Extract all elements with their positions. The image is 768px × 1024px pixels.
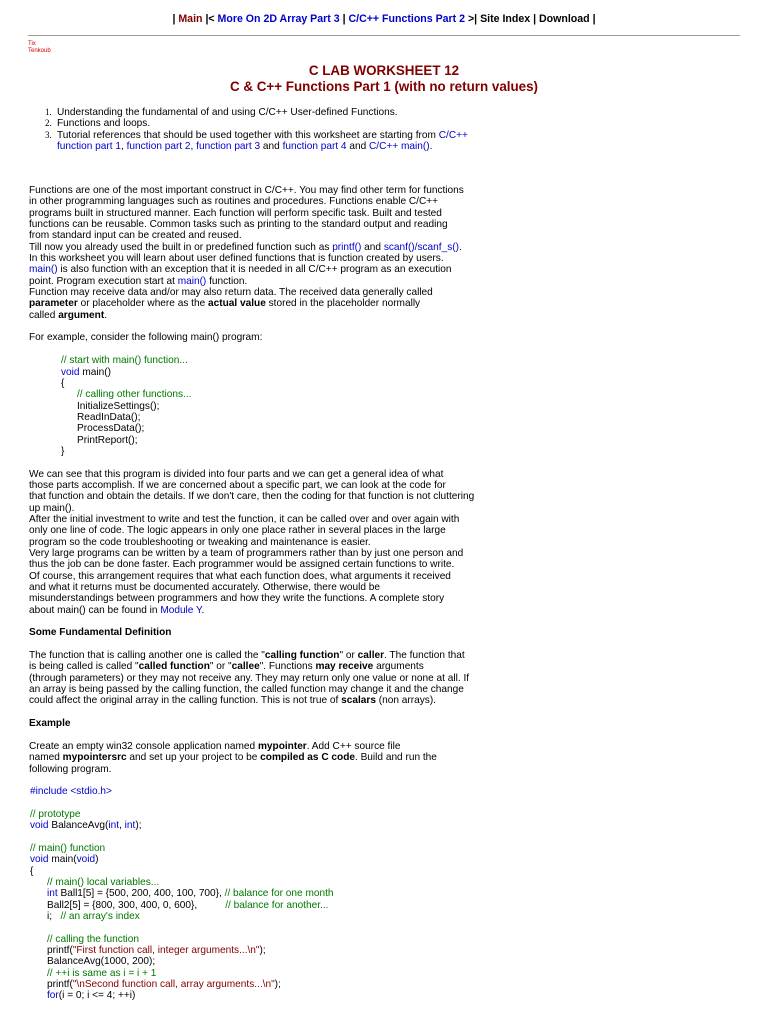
body-line: thus the job can be done faster. Each programmer would be assigned certain functions to write. <box>29 559 455 571</box>
bold-term: may receive <box>315 661 374 673</box>
definition-line <box>29 695 479 706</box>
body-text: named <box>29 752 63 764</box>
code-comment: // calling other functions... <box>77 389 192 401</box>
code-keyword: int <box>124 820 136 832</box>
main-line <box>29 264 479 275</box>
section-heading-fundamental: Some Fundamental Definition <box>29 627 172 639</box>
body-text: arguments <box>373 661 424 673</box>
tiny-text-line: Tix <box>28 41 36 47</box>
code-line <box>29 820 479 831</box>
nav-separator: |< <box>202 13 218 25</box>
ref-link-function-part-4[interactable]: function part 4 <box>282 141 347 153</box>
body-text: (non arrays). <box>375 695 436 707</box>
code-keyword: void <box>30 854 49 866</box>
code-keyword: void <box>76 854 96 866</box>
code-line: { <box>61 377 65 389</box>
ref-link-function-part-1[interactable]: function part 1 <box>57 141 121 153</box>
body-line: Very large programs can be written by a team of programmers rather than by just one person and <box>29 548 464 559</box>
code-line: BalanceAvg(1000, 200); <box>47 956 156 968</box>
code-line <box>29 979 479 990</box>
code-comment: // balance for one month <box>224 888 334 900</box>
body-text: " or " <box>209 661 232 673</box>
code-comment: // ++i is same as i = i + 1 <box>47 967 157 979</box>
objective-text: Understanding the fundamental of and using C/C++ User-defined Functions. <box>57 107 398 118</box>
code-include: #include <stdio.h> <box>30 786 112 798</box>
objective-item <box>45 107 487 118</box>
ref-link-cpp[interactable]: C/C++ <box>438 129 468 141</box>
code-text: , <box>119 820 125 832</box>
code-line: PrintReport(); <box>77 434 138 446</box>
body-line: Of course, this arrangement requires that what each function does, what arguments it received <box>29 570 451 582</box>
separator-text: , <box>190 141 197 153</box>
code-string: "First function call, integer arguments...\n" <box>72 945 260 957</box>
ref-link-function-part-2[interactable]: function part 2 <box>126 141 191 153</box>
point-line <box>29 276 479 287</box>
code-comment: // an array's index <box>60 911 140 922</box>
code-text: main( <box>48 854 77 866</box>
code-comment: // start with main() function... <box>61 355 188 367</box>
body-text: . Add C++ source file <box>306 740 401 752</box>
code-text: ) <box>95 854 99 866</box>
code-keyword: int <box>108 820 120 832</box>
tillnow-line <box>29 242 479 253</box>
nav-download-link[interactable]: Download <box>539 13 590 25</box>
body-text: and <box>361 241 384 253</box>
body-text: ". Functions <box>259 661 316 673</box>
nav-prev-link[interactable]: More On 2D Array Part 3 <box>217 13 340 25</box>
body-line: misunderstandings between programmers and how they write the functions. A complete story <box>29 593 445 605</box>
code-text: printf( <box>47 945 73 957</box>
code-comment: // main() function <box>30 842 106 854</box>
code-text: i; <box>47 911 53 922</box>
code-keyword: for <box>47 990 59 1002</box>
code-comment: // prototype <box>30 808 81 820</box>
separator-text: , <box>120 141 127 153</box>
bold-term: callee <box>231 661 260 673</box>
body-text: could affect the original array in the calling function. This is not true of <box>29 695 342 707</box>
tiny-text-line: Tenkoub <box>28 48 51 54</box>
bold-term: mypointersrc <box>62 752 127 764</box>
body-line: program so the code troubleshooting or tweaking and maintenance is easier. <box>29 536 371 548</box>
code-keyword: int <box>47 888 58 900</box>
objective-number: 1. <box>45 107 52 117</box>
bold-term: compiled as C code <box>260 752 355 764</box>
definition-line: (through parameters) or they may not receive any. They may return only one value or none at all. If <box>29 672 470 684</box>
code-comment: // main() local variables... <box>47 876 160 888</box>
code-line <box>29 900 479 911</box>
body-text: " or <box>339 650 358 662</box>
bold-term: called function <box>138 661 210 673</box>
intro-line: Functions are one of the most important construct in C/C++. You may find other term for functions <box>29 185 464 196</box>
body-line: We can see that this program is divided into four parts and we can get a general idea of what <box>29 468 444 480</box>
separator-text: and <box>346 141 369 153</box>
ref-link-cpp-main[interactable]: C/C++ main() <box>369 141 430 153</box>
code-text: BalanceAvg( <box>48 820 109 832</box>
create-line: following program. <box>29 763 112 775</box>
code-text: ); <box>259 945 266 957</box>
code-line <box>29 945 479 956</box>
body-line: After the initial investment to write and test the function, it can be called over and over again with <box>29 513 460 525</box>
code-line <box>29 888 479 899</box>
nav-main-link[interactable]: Main <box>178 13 203 25</box>
intro-line: in other programming languages such as routines and procedures. Functions enable C/C++ <box>29 196 439 208</box>
code-text: ); <box>135 820 142 832</box>
code-text: Ball2[5] = {800, 300, 400, 0, 600}, <box>47 899 198 911</box>
code-line <box>29 990 479 1001</box>
intro-line: from standard input can be created and reused. <box>29 230 242 242</box>
nav-separator: >| <box>465 13 481 25</box>
code-text: printf( <box>47 979 73 991</box>
top-navigation <box>0 13 768 25</box>
nav-separator: | <box>589 13 596 25</box>
body-text: . Build and run the <box>354 752 437 764</box>
code-block-main <box>29 355 479 457</box>
body-text: . <box>458 241 462 253</box>
body-line: up main(). <box>29 502 75 514</box>
module-y-link[interactable]: Module Y <box>160 604 202 616</box>
code-line: ProcessData(); <box>77 423 145 435</box>
code-line <box>29 367 479 378</box>
body-text: about main() can be found in <box>29 604 161 616</box>
code-block-example <box>29 786 479 1002</box>
body-text: point. Program execution start at <box>29 275 178 287</box>
code-line <box>29 911 479 922</box>
title-line-2: C & C++ Functions Part 1 (with no return values) <box>229 79 539 94</box>
body-text: . <box>104 309 107 321</box>
nav-separator: | <box>530 13 539 25</box>
create-line <box>29 752 479 763</box>
nav-separator: | <box>172 13 179 25</box>
body-text: Create an empty win32 console application named <box>29 740 258 752</box>
code-line <box>29 854 479 865</box>
tiny-marker-text <box>28 41 51 55</box>
code-line: InitializeSettings(); <box>77 400 160 412</box>
body-text: or placeholder where as the <box>77 298 209 310</box>
code-comment: // balance for another... <box>225 899 329 911</box>
code-comment: // calling the function <box>47 933 140 945</box>
code-line: { <box>30 865 34 877</box>
code-text: Ball1[5] = {500, 200, 400, 100, 700}, <box>57 888 225 900</box>
separator-text: . <box>429 141 433 153</box>
objective-text: Functions and loops. <box>57 118 151 130</box>
bold-term: parameter <box>29 298 78 310</box>
body-text: stored in the placeholder normally <box>265 298 421 310</box>
definition-line <box>29 650 479 661</box>
scanf-link[interactable]: scanf()/scanf_s() <box>383 241 459 253</box>
bold-term: argument <box>58 309 105 321</box>
code-text: main() <box>79 366 111 378</box>
intro-line: functions can be reusable. Common tasks such as printing to the standard output and reading <box>29 219 448 231</box>
body-text: . <box>201 604 205 616</box>
called-line <box>29 310 479 321</box>
section-heading-example: Example <box>29 718 71 730</box>
create-line <box>29 741 479 752</box>
definition-line: an array is being passed by the calling function, the called function may change it and the change <box>29 684 464 696</box>
separator-text: and <box>260 141 283 153</box>
body-text: Till now you already used the built in or predefined function such as <box>29 241 333 253</box>
bold-term: calling function <box>264 650 340 662</box>
body-line: that function and obtain the details. If we don't care, then the coding for that function is not cluttering <box>29 491 475 503</box>
nav-site-index-link[interactable]: Site Index <box>480 13 531 25</box>
param-line <box>29 298 479 309</box>
horizontal-rule <box>28 35 740 36</box>
code-string: "\nSecond function call, array arguments...\n" <box>72 979 275 991</box>
nav-next-link[interactable]: C/C++ Functions Part 2 <box>348 13 466 25</box>
body-line: only one line of code. The logic appears in only one place rather in several places in the large <box>29 525 446 537</box>
title-line-1: C LAB WORKSHEET 12 <box>308 63 460 78</box>
bold-term: scalars <box>341 695 376 707</box>
body-text: and set up your project to be <box>126 752 261 764</box>
body-text: function. <box>206 275 248 287</box>
objectives-list <box>45 107 487 153</box>
body-text: . The function that <box>384 650 465 662</box>
body-text: is also function with an exception that it is needed in all C/C++ program as an execution <box>57 264 452 276</box>
body-line: those parts accomplish. If we are concerned about a specific part, we can look at the code for <box>29 479 446 491</box>
nav-separator: | <box>339 13 349 25</box>
bold-term: caller <box>357 650 385 662</box>
intro-line: programs built in structured manner. Each function will perform specific task. Built and tested <box>29 207 442 219</box>
objective-number: 2. <box>45 118 52 129</box>
code-line: } <box>61 445 65 457</box>
main-link[interactable]: main() <box>29 264 58 276</box>
body-line: In this worksheet you will learn about user defined functions that is function created by users. <box>29 253 444 265</box>
code-text: ); <box>274 979 281 991</box>
code-text: (i = 0; i <= 4; ++i) <box>58 990 136 1002</box>
body-text: The function that is calling another one is called the " <box>29 650 265 662</box>
page-title <box>0 63 768 95</box>
body-text: is being called is called " <box>29 661 139 673</box>
moduley-line <box>29 605 479 616</box>
bold-term: actual value <box>208 298 266 310</box>
bold-term: mypointer <box>257 740 307 752</box>
code-keyword: void <box>30 820 49 832</box>
definition-line <box>29 661 479 672</box>
objective-text: Tutorial references that should be used together with this worksheet are starting from <box>57 129 436 141</box>
body-line: Function may receive data and/or may also return data. The received data generally called <box>29 287 433 299</box>
body-line: and what it returns must be documented accurately. Otherwise, there would be <box>29 582 381 594</box>
printf-link[interactable]: printf() <box>332 241 362 253</box>
code-line: ReadInData(); <box>77 411 141 423</box>
objective-item <box>45 129 487 141</box>
main-link[interactable]: main() <box>177 275 207 287</box>
ref-link-function-part-3[interactable]: function part 3 <box>196 141 261 153</box>
code-keyword: void <box>61 366 80 378</box>
objective-item <box>45 118 487 130</box>
worksheet-content <box>29 185 479 1002</box>
body-text: called <box>29 309 59 321</box>
body-line: For example, consider the following main() program: <box>29 332 263 344</box>
objective-item-continued <box>57 141 487 152</box>
objective-number: 3. <box>45 129 52 140</box>
